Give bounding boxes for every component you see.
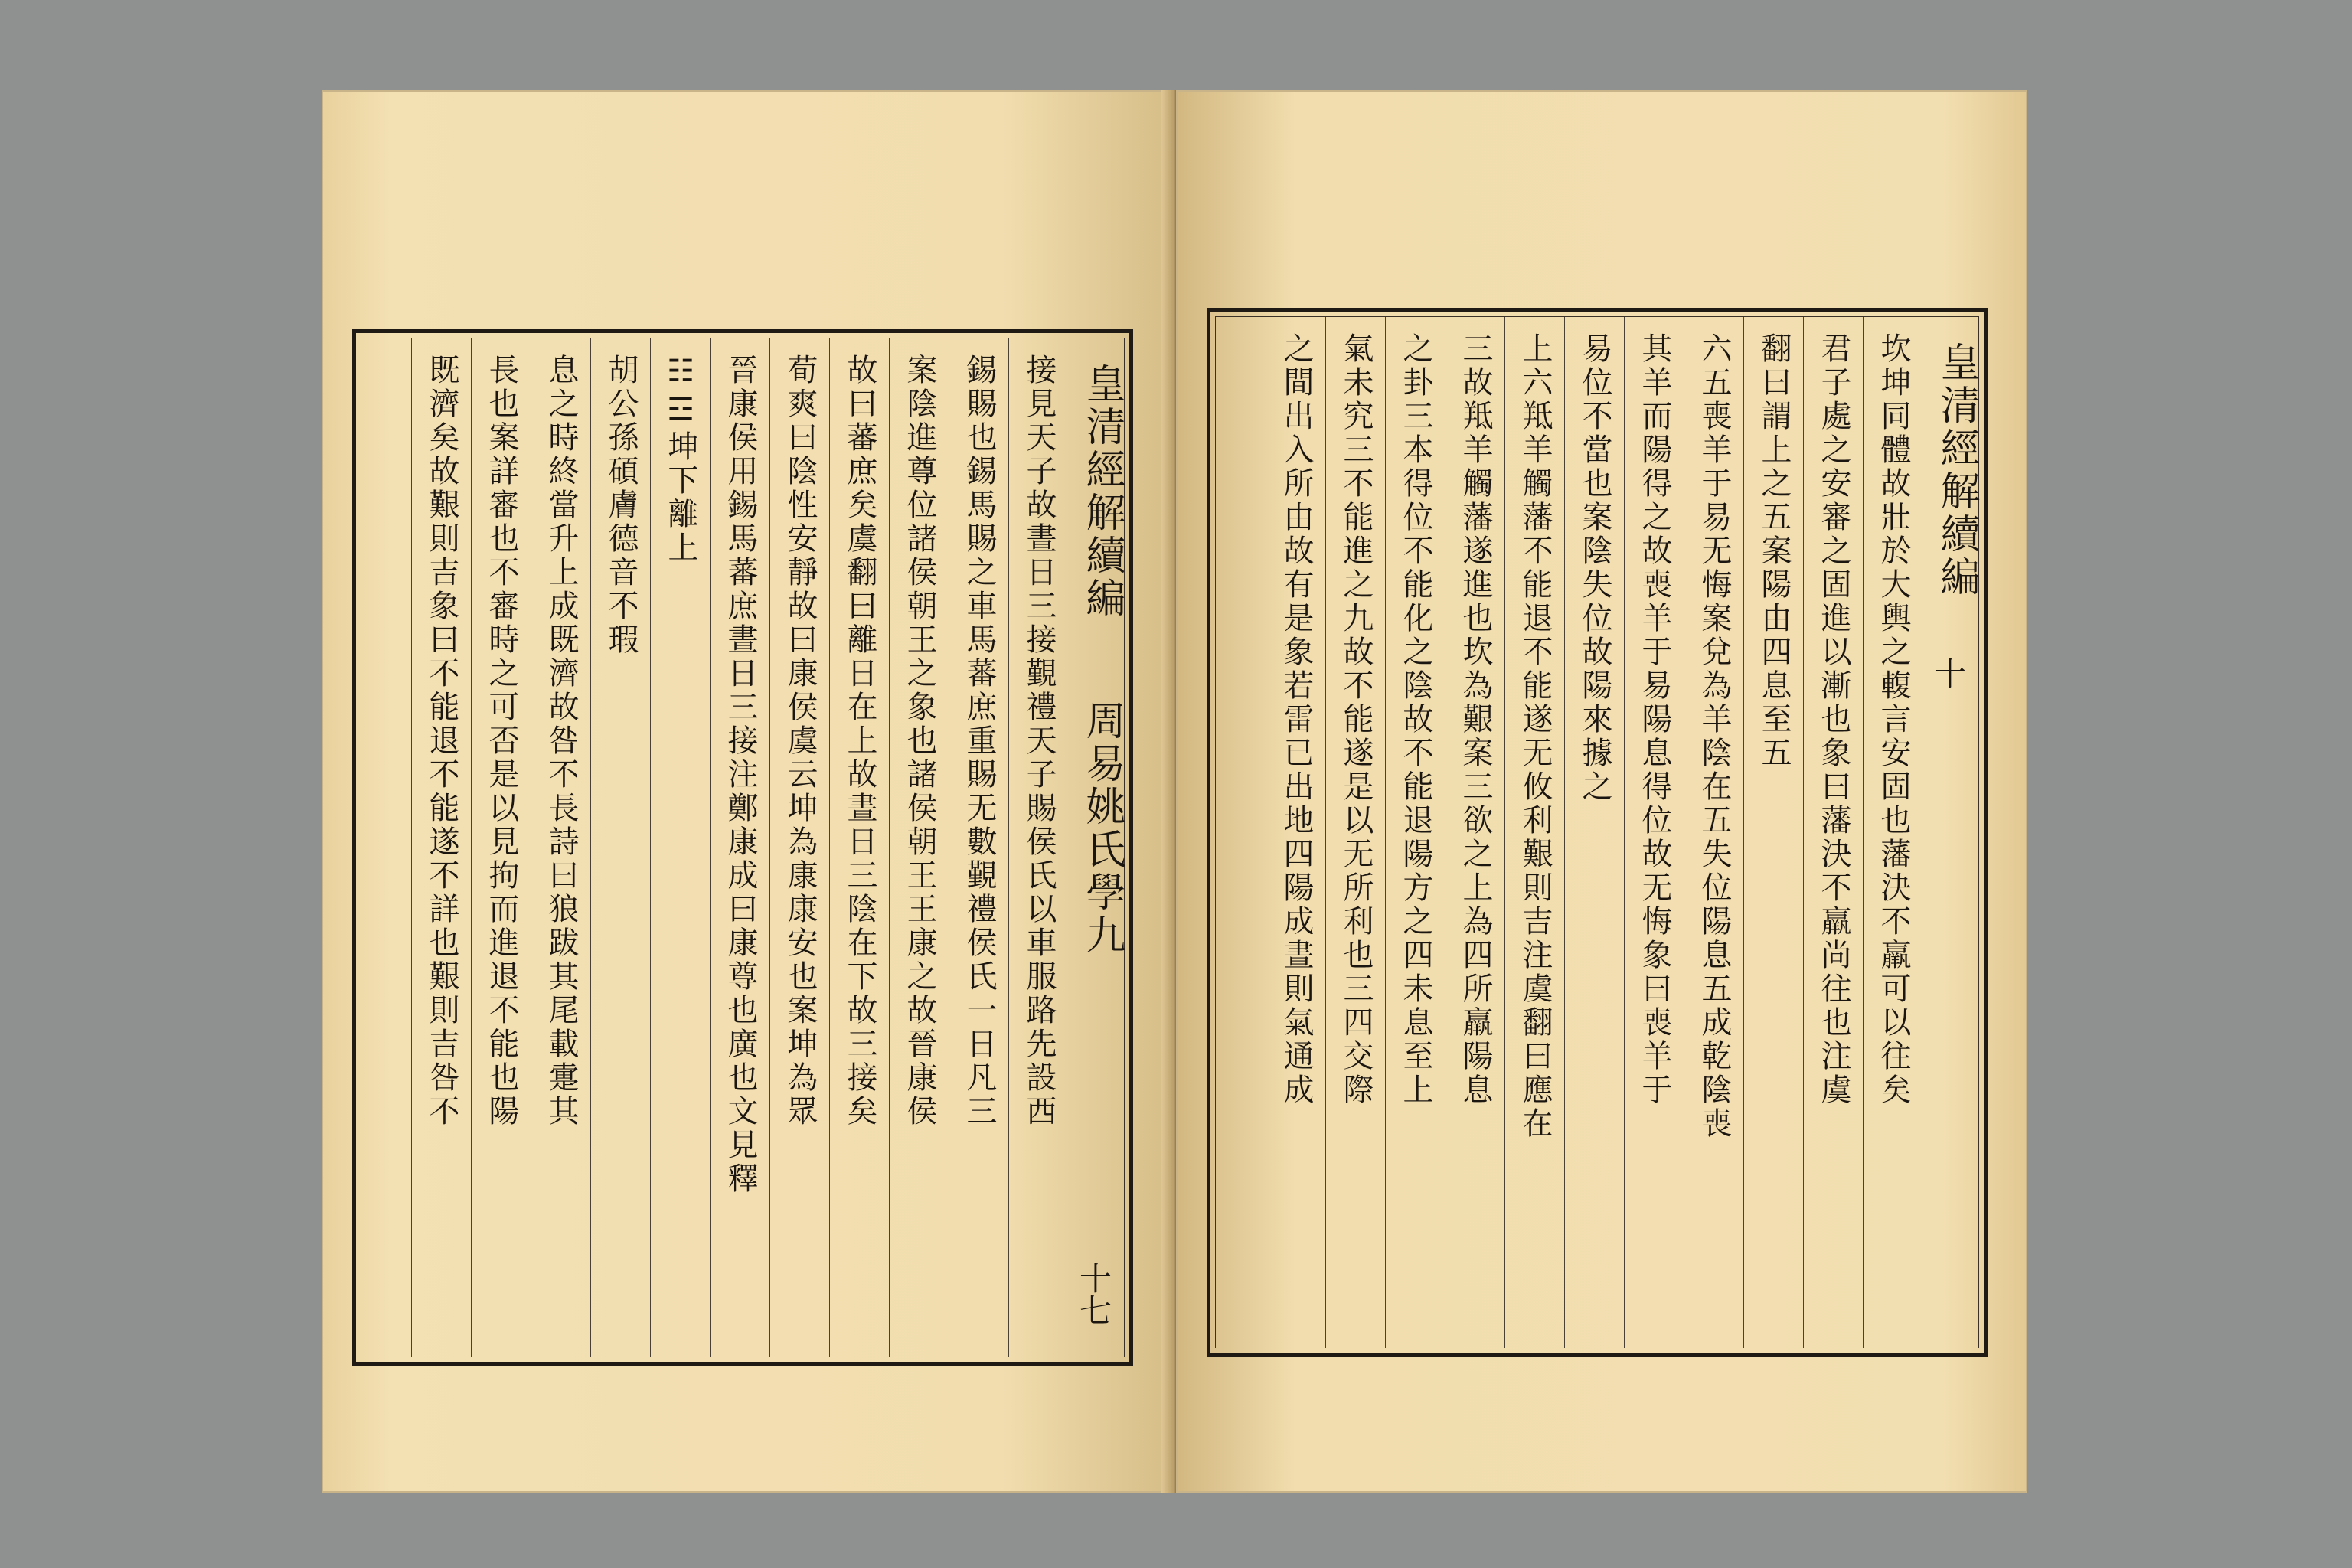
- left-col-10: 錫賜也錫馬賜之車馬蕃庶重賜无數覲禮侯氏一日凡三: [949, 338, 1009, 1357]
- right-page-number: 十: [1929, 657, 1967, 689]
- left-banner: [1072, 348, 1125, 1348]
- left-text-frame: [352, 329, 1133, 1366]
- right-col-3: 翻曰謂上之五案陽由四息至五: [1743, 317, 1804, 1348]
- right-running-head: 皇清經解續編: [1933, 341, 1979, 599]
- left-page: [322, 90, 1173, 1493]
- left-col-2: 長也案詳審也不審時之可否是以見拘而進退不能也陽: [471, 338, 531, 1357]
- right-col-2: 君子處之安審之固進以漸也象曰藩決不羸尚往也注虞: [1803, 317, 1864, 1348]
- left-col-8: 故曰蕃庶矣虞翻曰離日在上故晝日三陰在下故三接矣: [829, 338, 890, 1357]
- right-col-6: 易位不當也案陰失位故陽來據之: [1564, 317, 1625, 1348]
- left-col-5: ☷☲坤下離上: [650, 338, 710, 1357]
- right-col-5: 其羊而陽得之故喪羊于易陽息得位故无悔象曰喪羊于: [1624, 317, 1684, 1348]
- right-col-8: 三故羝羊觸藩遂進也坎為艱案三欲之上為四所羸陽息: [1445, 317, 1505, 1348]
- right-col-10: 氣未究三不能進之九故不能遂是以无所利也三四交際: [1325, 317, 1386, 1348]
- left-running-head: 皇清經解續編: [1079, 363, 1125, 620]
- left-col-4: 胡公孫碩膚德音不瑕: [590, 338, 651, 1357]
- left-col-7: 荀爽曰陰性安靜故曰康侯虞云坤為康康安也案坤為眾: [769, 338, 830, 1357]
- left-col-1: 既濟矣故艱則吉象曰不能退不能遂不詳也艱則吉咎不: [411, 338, 472, 1357]
- right-col-1: 坎坤同體故壯於大輿之輹言安固也藩決不羸可以往矣: [1863, 317, 1923, 1348]
- left-page-number: 十七: [1075, 1262, 1112, 1326]
- left-col-6: 晉康侯用錫馬蕃庶晝日三接注鄭康成曰康尊也廣也文見釋: [710, 338, 770, 1357]
- right-banner: [1926, 326, 1980, 1338]
- right-col-9: 之卦三本得位不能化之陰故不能退陽方之四未息至上: [1385, 317, 1446, 1348]
- left-col-3: 息之時終當升上成既濟故咎不長詩曰狼跋其尾載疐其: [531, 338, 591, 1357]
- left-col-9: 案陰進尊位諸侯朝王之象也諸侯朝王王康之故晉康侯: [889, 338, 949, 1357]
- right-col-11: 之間出入所由故有是象若雷已出地四陽成晝則氣通成: [1266, 317, 1326, 1348]
- left-col-11: 接見天子故晝日三接覲禮天子賜侯氏以車服路先設西: [1008, 338, 1069, 1357]
- right-text-frame: [1207, 308, 1988, 1357]
- left-section-title: 周易姚氏學九: [1079, 700, 1125, 957]
- open-book: [322, 90, 2027, 1493]
- right-col-7: 上六羝羊觸藩不能退不能遂无攸利艱則吉注虞翻曰應在: [1504, 317, 1565, 1348]
- right-col-4: 六五喪羊于易无悔案兌為羊陰在五失位陽息五成乾陰喪: [1684, 317, 1744, 1348]
- right-page: [1176, 90, 2027, 1493]
